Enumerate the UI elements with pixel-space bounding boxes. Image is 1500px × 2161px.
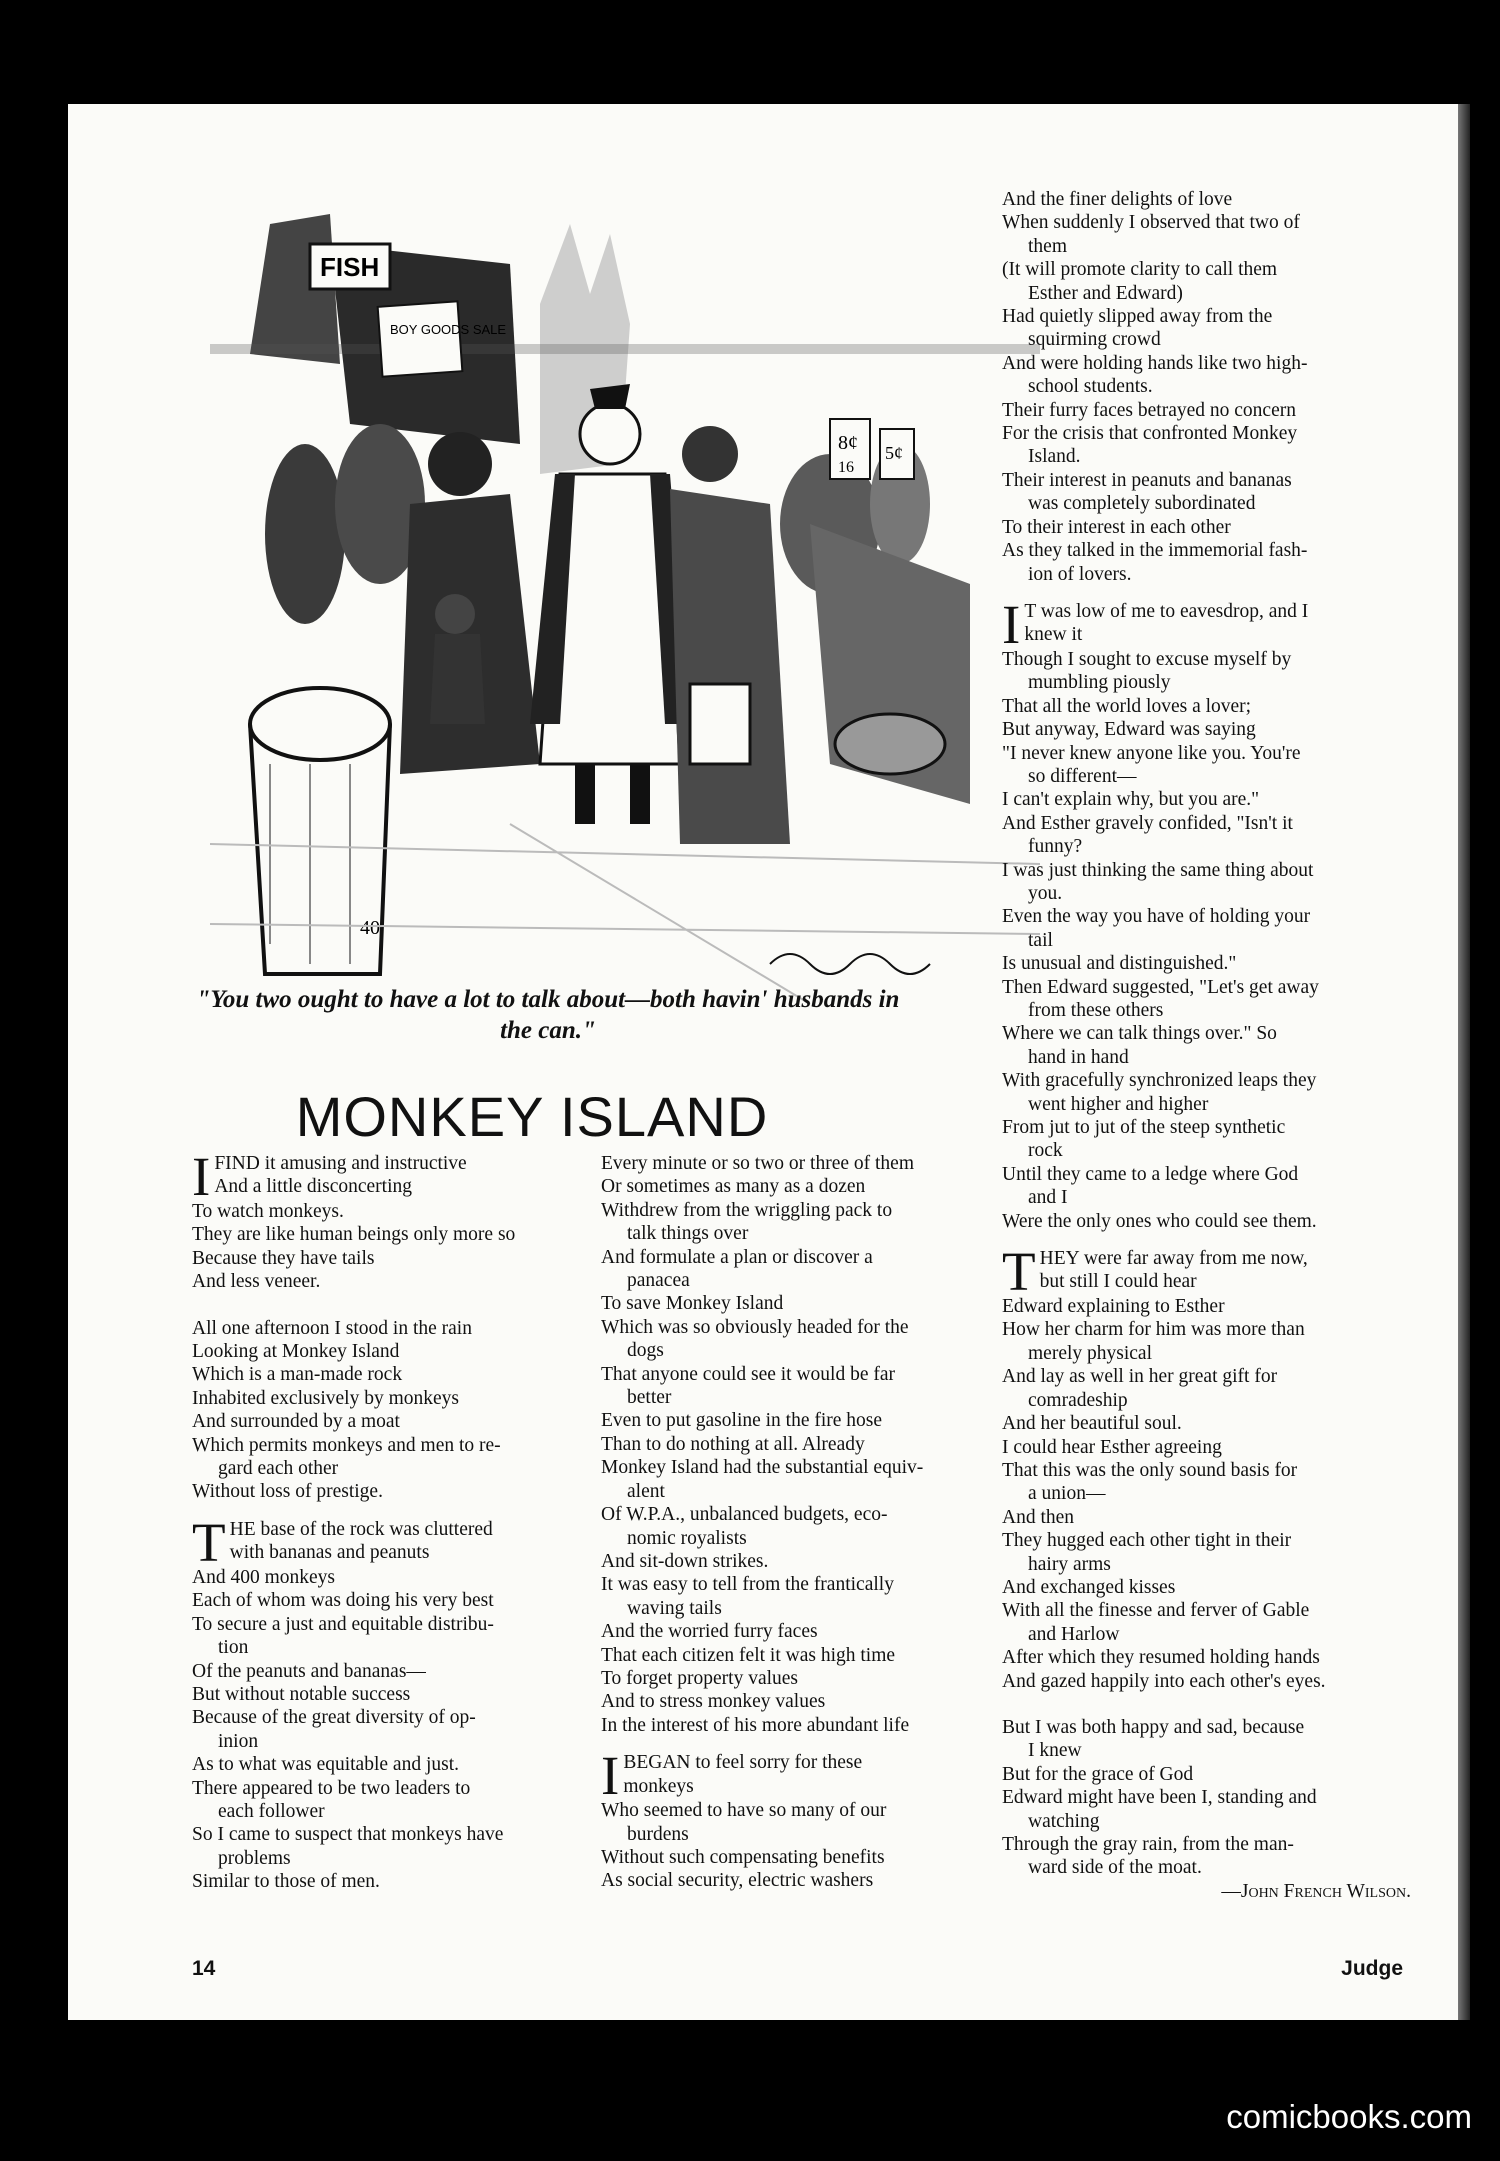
poem-line: Every minute or so two or three of them	[601, 1153, 914, 1174]
poem-line: Had quietly slipped away from the	[1002, 306, 1273, 328]
poem-line: And were holding hands like two high-	[1002, 352, 1308, 374]
poem-line: To their interest in each other	[1002, 516, 1231, 538]
poem-line: Edward explaining to Esther	[1002, 1296, 1225, 1318]
poem-line: I can't explain why, but you are."	[1002, 789, 1260, 811]
column-2	[601, 1152, 995, 1893]
poem-line: That each citizen felt it was high time	[601, 1644, 896, 1666]
drop-cap: I	[1002, 593, 1021, 655]
column-3	[1002, 188, 1458, 1903]
poem-line: "I never knew anyone like you. You're	[1002, 742, 1301, 764]
poem-line: hairy arms	[1028, 1553, 1111, 1575]
poem-line: Edward might have been I, standing and	[1002, 1787, 1317, 1809]
poem-line: you.	[1028, 882, 1063, 904]
column-1	[192, 1146, 576, 1894]
poem-line: Who seemed to have so many of our	[601, 1800, 887, 1822]
stanza	[1002, 593, 1458, 655]
poem-line: And Esther gravely confided, "Isn't it	[1002, 812, 1293, 834]
page-number: 14	[192, 1957, 216, 1980]
poem-line: Because they have tails	[192, 1247, 375, 1269]
poem-line: ion of lovers.	[1028, 563, 1132, 585]
poem-line: dogs	[627, 1340, 664, 1362]
poem-line: And a little disconcerting	[214, 1176, 412, 1198]
fish-sign: FISH	[320, 252, 380, 282]
poem-line: BEGAN to feel sorry for these	[623, 1752, 863, 1774]
price-tag-b: 5¢	[885, 443, 903, 463]
poem-line: better	[627, 1387, 672, 1409]
magazine-page	[68, 104, 1458, 2020]
poem-line: And surrounded by a moat	[192, 1411, 400, 1433]
stanza	[601, 1745, 995, 1807]
poem-line: from these others	[1028, 1000, 1164, 1021]
poem-line: They are like human beings only more so	[192, 1224, 516, 1246]
poem-line: inion	[218, 1730, 259, 1752]
poem-line: Island.	[1028, 446, 1081, 468]
poem-line: But for the grace of God	[1002, 1763, 1194, 1785]
poem-line: gard each other	[218, 1458, 339, 1480]
poem-line: rock	[1028, 1140, 1063, 1162]
poem-line: Their furry faces betrayed no concern	[1002, 399, 1296, 421]
poem-line: Which was so obviously headed for the	[601, 1316, 909, 1338]
poem-line: So I came to suspect that monkeys have	[192, 1824, 504, 1846]
can-label: 40	[360, 917, 380, 939]
poem-line: Where we can talk things over." So	[1002, 1023, 1277, 1045]
poem-line: Even the way you have of holding your	[1002, 906, 1311, 928]
poem-line: Of W.P.A., unbalanced budgets, eco-	[601, 1504, 888, 1526]
poem-line: That anyone could see it would be far	[601, 1363, 896, 1385]
poem-line: I was just thinking the same thing about	[1002, 859, 1314, 881]
price-tag-a: 8¢	[838, 432, 858, 454]
poem-line: comradeship	[1028, 1389, 1128, 1411]
poem-line: Their interest in peanuts and bananas	[1002, 469, 1292, 491]
poem-line: Of the peanuts and bananas—	[192, 1660, 426, 1682]
poem-line: That this was the only sound basis for	[1002, 1459, 1298, 1481]
poem-line: a union—	[1028, 1483, 1106, 1505]
poem-line: burdens	[627, 1823, 689, 1845]
drop-cap: I	[192, 1146, 211, 1207]
poem-line: I knew	[1028, 1740, 1082, 1762]
poem-line: And gazed happily into each other's eyes.	[1002, 1670, 1326, 1692]
poem-line: Is unusual and distinguished."	[1002, 953, 1237, 975]
poem-line: waving tails	[627, 1597, 722, 1619]
poem-line: Were the only ones who could see them.	[1002, 1210, 1317, 1232]
poem-line: Which permits monkeys and men to re-	[192, 1434, 501, 1456]
poem-line: Inhabited exclusively by monkeys	[192, 1387, 459, 1409]
poem-line: Each of whom was doing his very best	[192, 1590, 494, 1612]
poem-line: And formulate a plan or discover a	[601, 1246, 873, 1268]
poem-line: so different—	[1028, 765, 1137, 787]
poem-line: Even to put gasoline in the fire hose	[601, 1410, 883, 1432]
poem-line: To save Monkey Island	[601, 1293, 784, 1315]
poem-line: And exchanged kisses	[1002, 1576, 1176, 1598]
poem-line: Which is a man-made rock	[192, 1364, 403, 1386]
poem-line: And to stress monkey values	[601, 1691, 826, 1713]
poem-line: T was low of me to eavesdrop, and I	[1024, 600, 1309, 622]
poem-line: And the worried furry faces	[601, 1621, 818, 1643]
stanza	[1002, 1241, 1458, 1303]
price-tag-a-sub: 16	[838, 459, 854, 476]
poem-line: school students.	[1028, 376, 1153, 398]
magazine-name: Judge	[1341, 1957, 1403, 1980]
poem-line: And 400 monkeys	[192, 1566, 335, 1588]
poem-line: Than to do nothing at all. Already	[601, 1433, 865, 1455]
poem-line: Though I sought to excuse myself by	[1002, 648, 1292, 670]
poem-line: Without such compensating benefits	[601, 1846, 885, 1868]
poem-line: Esther and Edward)	[1028, 282, 1183, 304]
poem-line: And her beautiful soul.	[1002, 1413, 1182, 1435]
poem-line: them	[1028, 235, 1067, 257]
poem-line: To watch monkeys.	[192, 1201, 344, 1222]
poem-line: but still I could hear	[1039, 1271, 1197, 1293]
author-byline: —John French Wilson.	[1221, 1880, 1411, 1902]
poem-line: alent	[627, 1480, 665, 1502]
poem-line: watching	[1028, 1810, 1100, 1832]
article-title: MONKEY ISLAND	[295, 1085, 769, 1148]
poem-line: There appeared to be two leaders to	[192, 1777, 471, 1799]
illustration-caption: "You two ought to have a lot to talk about—both havin' husbands in the can."	[196, 986, 900, 1044]
poem-line: In the interest of his more abundant life	[601, 1714, 910, 1736]
poem-line: To secure a just and equitable distribu-	[192, 1613, 494, 1635]
poem-line: and Harlow	[1028, 1623, 1120, 1645]
poem-line: As to what was equitable and just.	[192, 1754, 459, 1776]
source-watermark: comicbooks.com	[1226, 2098, 1472, 2135]
poem-line: nomic royalists	[627, 1527, 747, 1549]
poem-line: As social security, electric washers	[601, 1870, 874, 1892]
poem-line: panacea	[627, 1270, 690, 1292]
poem-line: All one afternoon I stood in the rain	[192, 1317, 472, 1339]
poem-line: knew it	[1024, 624, 1083, 646]
poem-line: monkeys	[623, 1775, 694, 1797]
poem-line: They hugged each other tight in their	[1002, 1530, 1292, 1552]
poem-line: With all the finesse and ferver of Gable	[1002, 1600, 1310, 1622]
poem-line: tion	[218, 1637, 249, 1659]
poem-line: And the finer delights of love	[1002, 189, 1233, 210]
poem-line: When suddenly I observed that two of	[1002, 212, 1300, 234]
poem-line: Withdrew from the wriggling pack to	[601, 1199, 893, 1221]
drop-cap: T	[192, 1511, 226, 1573]
poem-line: Until they came to a ledge where God	[1002, 1163, 1299, 1185]
poem-line: But I was both happy and sad, because	[1002, 1716, 1305, 1738]
poem-line: Monkey Island had the substantial equiv-	[601, 1457, 924, 1479]
poem-line: It was easy to tell from the frantically	[601, 1574, 894, 1596]
poem-line: talk things over	[627, 1223, 749, 1245]
poem-line: And sit-down strikes.	[601, 1550, 769, 1572]
poem-line: Then Edward suggested, "Let's get away	[1002, 976, 1319, 998]
poem-line: After which they resumed holding hands	[1002, 1647, 1320, 1669]
poem-line: merely physical	[1028, 1342, 1152, 1364]
poem-line: And less veneer.	[192, 1271, 321, 1293]
poem-line: and I	[1028, 1187, 1068, 1209]
poem-line: Through the gray rain, from the man-	[1002, 1834, 1294, 1855]
poem-line: went higher and higher	[1028, 1093, 1209, 1115]
poem-line: Looking at Monkey Island	[192, 1341, 400, 1363]
poem-line: To forget property values	[601, 1667, 799, 1689]
poem-line: How her charm for him was more than	[1002, 1319, 1305, 1341]
shop-sign: BOY GOODS SALE	[390, 322, 507, 337]
market-illustration	[210, 204, 1040, 1064]
poem-line: (It will promote clarity to call them	[1002, 259, 1278, 281]
poem-line: hand in hand	[1028, 1046, 1129, 1068]
poem-line: HEY were far away from me now,	[1039, 1248, 1308, 1270]
poem-line: tail	[1028, 929, 1053, 951]
drop-cap: I	[601, 1745, 620, 1807]
poem-line: problems	[218, 1847, 291, 1869]
poem-line: But without notable success	[192, 1683, 411, 1705]
poem-line: FIND it amusing and instructive	[214, 1153, 467, 1174]
poem-line: mumbling piously	[1028, 672, 1171, 694]
poem-line: From jut to jut of the steep synthetic	[1002, 1117, 1286, 1139]
poem-line: But anyway, Edward was saying	[1002, 719, 1256, 741]
poem-line: ward side of the moat.	[1028, 1857, 1202, 1879]
drop-cap: T	[1002, 1241, 1036, 1303]
poem-line: Without loss of prestige.	[192, 1481, 383, 1503]
stanza	[192, 1511, 576, 1573]
poem-line: with bananas and peanuts	[229, 1542, 430, 1564]
poem-line: I could hear Esther agreeing	[1002, 1436, 1222, 1458]
poem-line: And lay as well in her great gift for	[1002, 1366, 1278, 1388]
poem-line: each follower	[218, 1800, 325, 1822]
poem-line: For the crisis that confronted Monkey	[1002, 423, 1298, 445]
page-spine-edge	[1458, 104, 1470, 2020]
poem-line: Or sometimes as many as a dozen	[601, 1176, 866, 1198]
poem-line: That all the world loves a lover;	[1002, 695, 1252, 717]
stanza	[192, 1146, 576, 1207]
poem-line: funny?	[1028, 836, 1083, 858]
poem-line: Similar to those of men.	[192, 1871, 380, 1893]
poem-line: HE base of the rock was cluttered	[229, 1518, 493, 1540]
poem-line: And then	[1002, 1506, 1075, 1528]
poem-line: squirming crowd	[1028, 329, 1161, 351]
poem-line: Because of the great diversity of op-	[192, 1707, 476, 1729]
poem-line: As they talked in the immemorial fash-	[1002, 540, 1308, 562]
poem-line: was completely subordinated	[1028, 493, 1256, 515]
poem-line: With gracefully synchronized leaps they	[1002, 1070, 1317, 1092]
